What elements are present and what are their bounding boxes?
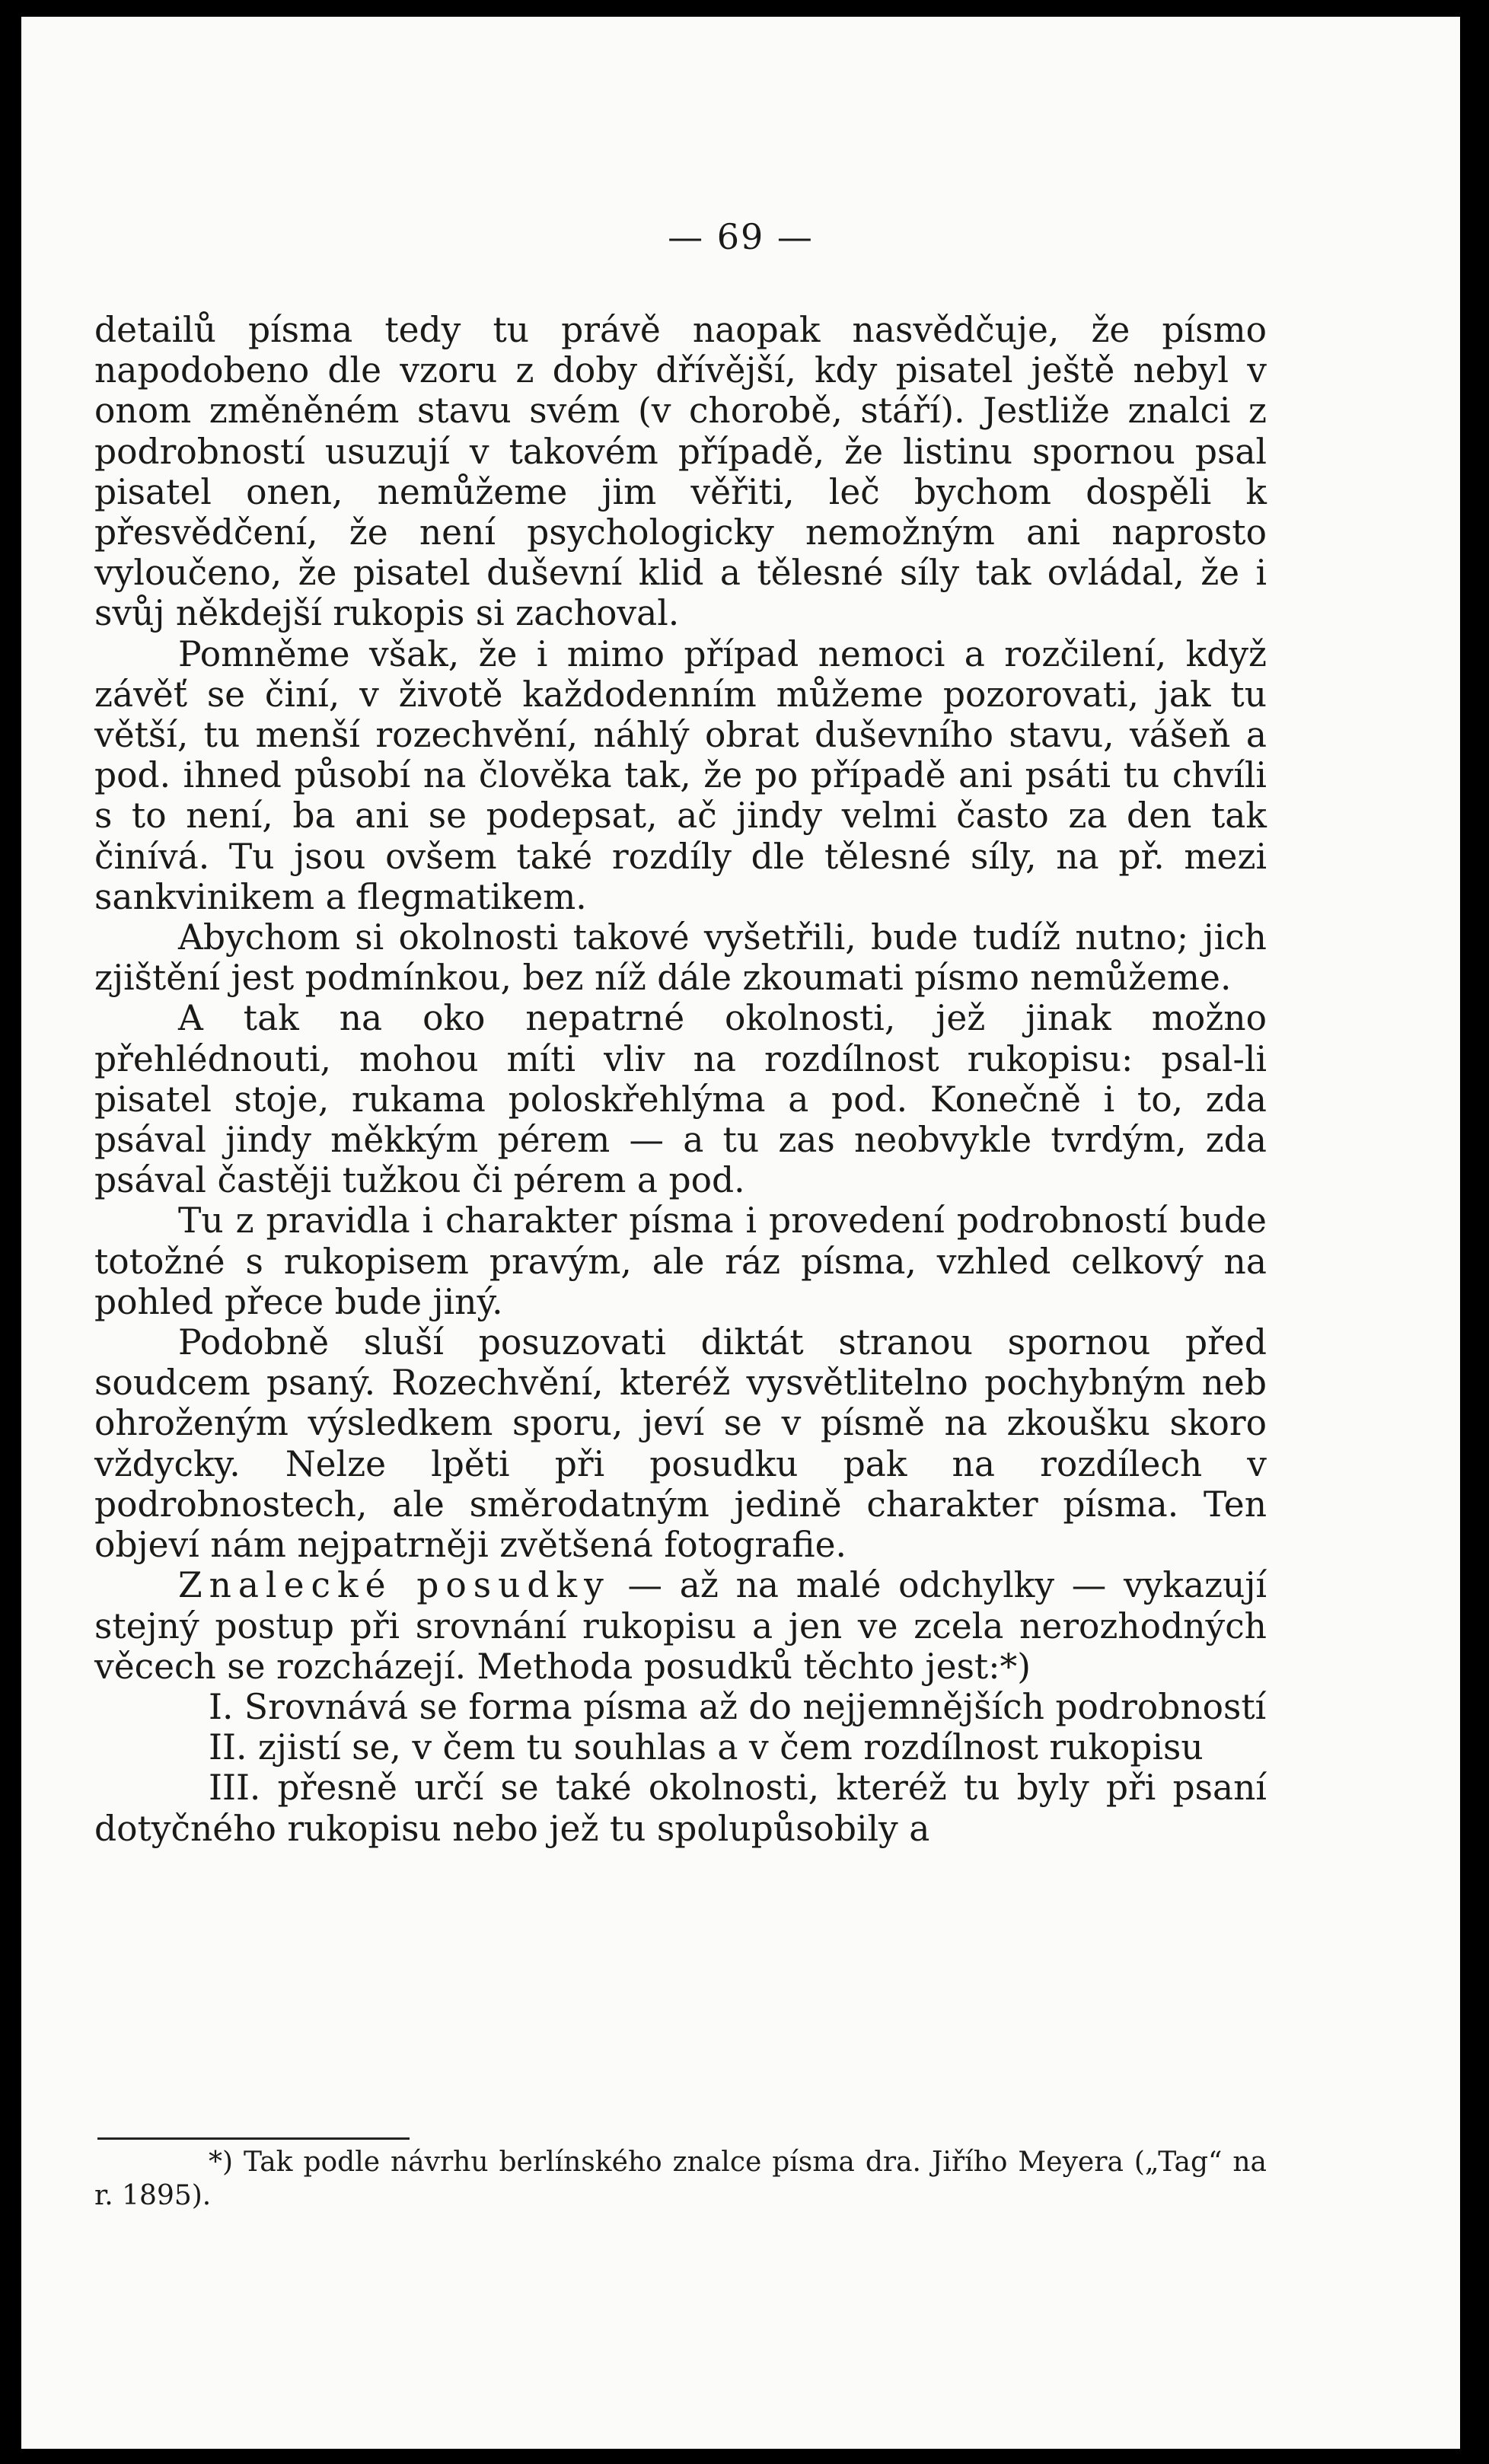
paragraph-2: Pomněme však, že i mimo případ nemoci a rozčilení, když závěť se činí, v životě každodenním můžeme pozorovati, jak tu větší, tu menší rozechvění, náhlý obrat duševního stavu, vášeň a pod. ihned působí na člověka tak, že po případě ani psáti tu chvíli s to není, ba ani se podepsat, ač jindy velmi často za den tak činívá. Tu jsou ovšem také rozdíly dle tělesné síly, na př. mezi sankvinikem a flegmatikem.: [94, 633, 1267, 917]
paragraph-4: A tak na oko nepatrné okolnosti, jež jinak možno přehlédnouti, mohou míti vliv na rozdílnost rukopisu: psal-li pisatel stoje, rukama poloskřehlýma a pod. Konečně i to, zda psával jindy měkkým pérem — a tu zas neobvykle tvrdým, zda psával častěji tužkou či pérem a pod.: [94, 998, 1267, 1201]
page-number: — 69 —: [668, 216, 814, 257]
paragraph-1: detailů písma tedy tu právě naopak nasvědčuje, že písmo napodobeno dle vzoru z doby dřívější, kdy pisatel ještě nebyl v onom změněném stavu svém (v chorobě, stáří). Jestliže znalci z podrobností usuzují v takovém případě, že listinu spornou psal pisatel onen, nemůžeme jim věřiti, leč bychom dospěli k přesvědčení, že není psychologicky nemožným ani naprosto vyloučeno, že pisatel duševní klid a tělesné síly tak ovládal, že i svůj někdejší rukopis si zachoval.: [94, 310, 1267, 634]
list-item-1: I. Srovnává se forma písma až do nejjemnějších podrobností: [209, 1686, 1267, 1727]
body-text: [94, 310, 1267, 1849]
paragraph-3: Abychom si okolnosti takové vyšetřili, bude tudíž nutno; jich zjištění jest podmínkou, bez níž dále zkoumati písmo nemůžeme.: [94, 917, 1267, 999]
paragraph-5: Tu z pravidla i charakter písma i provedení podrobností bude totožné s rukopisem pravým, ale ráz písma, vzhled celkový na pohled přece bude jiný.: [94, 1200, 1267, 1322]
paragraph-7: [94, 1565, 1267, 1687]
footnote: [94, 2146, 1267, 2213]
footnote-text: *) Tak podle návrhu berlínského znalce písma dra. Jiřího Meyera („Tag“ na r. 1895).: [94, 2147, 1267, 2211]
book-page: [21, 17, 1460, 2449]
footnote-rule: [97, 2137, 410, 2140]
list-item-3: III. přesně určí se také okolnosti, kteréž tu byly při psaní dotyčného rukopisu nebo jež tu spolupůsobily a: [94, 1768, 1267, 1849]
paragraph-7-text: — až na malé odchylky — vykazují stejný postup při srovnání rukopisu a jen ve zcela nerozhodných věcech se rozcházejí. Methoda posudků těchto jest:*): [94, 1565, 1267, 1687]
list-item-2: II. zjistí se, v čem tu souhlas a v čem rozdílnost rukopisu: [209, 1727, 1204, 1768]
paragraph-6: Podobně sluší posuzovati diktát stranou spornou před soudcem psaný. Rozechvění, kteréž vysvětlitelno pochybným neb ohroženým výsledkem sporu, jeví se v písmě na zkoušku skoro vždycky. Nelze lpěti při posudku pak na rozdílech v podrobnostech, ale směrodatným jedině charakter písma. Ten objeví nám nejpatrněji zvětšená fotografie.: [94, 1322, 1267, 1566]
spaced-emphasis: Znalecké posudky: [178, 1565, 611, 1606]
